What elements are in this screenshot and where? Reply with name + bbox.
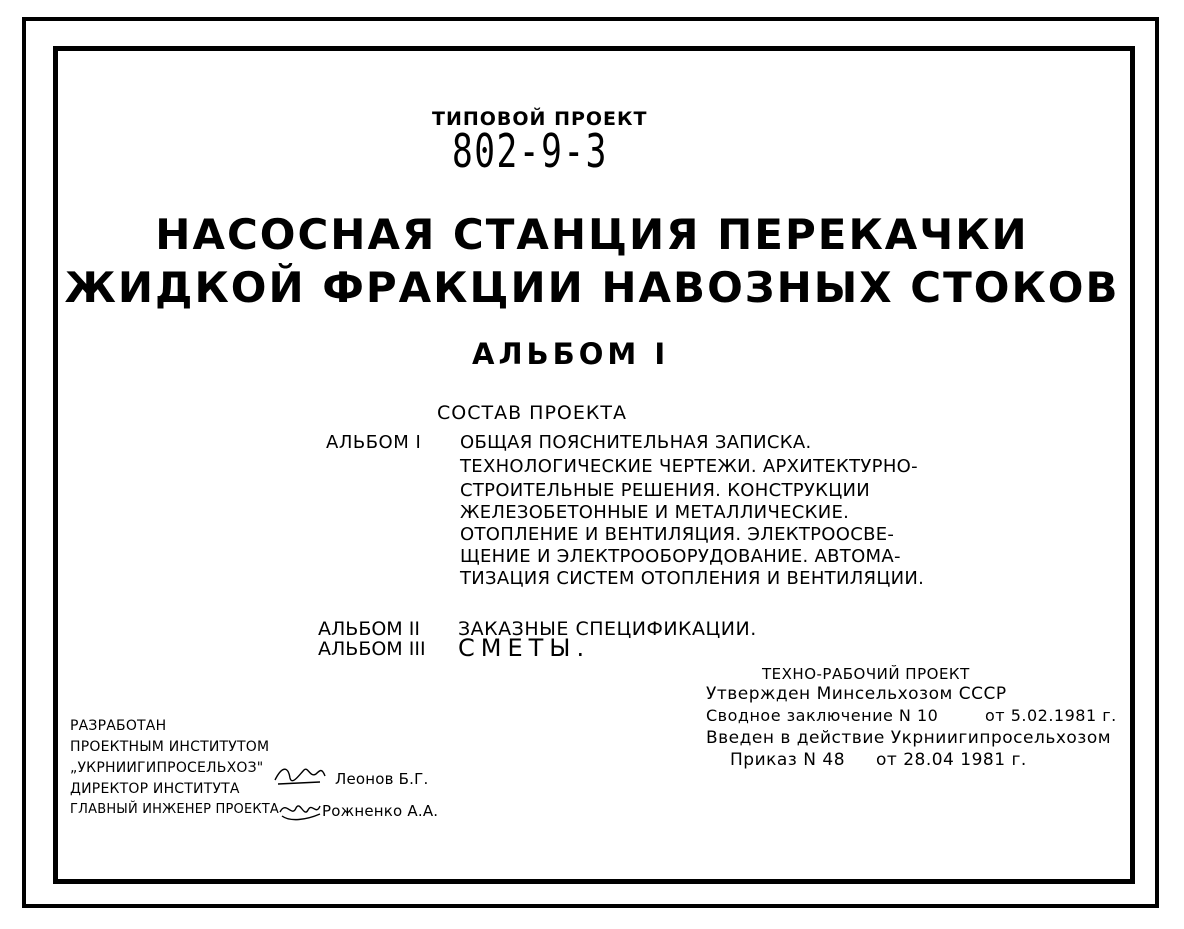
developed-by-institute-label: ПРОЕКТНЫМ ИНСТИТУТОМ: [70, 739, 270, 755]
album-1-line: ЩЕНИЕ И ЭЛЕКТРООБОРУДОВАНИЕ. АВТОМА-: [460, 546, 901, 567]
conclusion-date: от 5.02.1981 г.: [985, 706, 1117, 725]
album-2-label: АЛЬБОМ II: [318, 618, 420, 640]
album-heading: АЛЬБОМ I: [472, 337, 670, 371]
director-title: ДИРЕКТОР ИНСТИТУТА: [70, 781, 240, 797]
composition-heading: СОСТАВ ПРОЕКТА: [437, 402, 627, 424]
album-1-line: ТЕХНОЛОГИЧЕСКИЕ ЧЕРТЕЖИ. АРХИТЕКТУРНО-: [460, 456, 918, 477]
album-1-line: СТРОИТЕЛЬНЫЕ РЕШЕНИЯ. КОНСТРУКЦИИ: [460, 480, 871, 501]
title-line-1: НАСОСНАЯ СТАНЦИЯ ПЕРЕКАЧКИ: [155, 210, 1029, 259]
director-name: Леонов Б.Г.: [335, 770, 429, 788]
album-1-line: ЖЕЛЕЗОБЕТОННЫЕ И МЕТАЛЛИЧЕСКИЕ.: [460, 502, 850, 523]
enacted-by: Введен в действие Укрниигипросельхозом: [706, 728, 1112, 748]
type-label: ТИПОВОЙ ПРОЕКТ: [432, 108, 648, 130]
title-line-2: ЖИДКОЙ ФРАКЦИИ НАВОЗНЫХ СТОКОВ: [64, 263, 1120, 312]
album-1-label: АЛЬБОМ I: [326, 432, 422, 453]
chief-engineer-signature: [276, 796, 326, 822]
order-number: Приказ N 48: [730, 750, 846, 770]
conclusion: Сводное заключение N 10: [706, 706, 939, 725]
album-3-label: АЛЬБОМ III: [318, 638, 426, 660]
developed-by-label: РАЗРАБОТАН: [70, 718, 167, 734]
project-stage: ТЕХНО-РАБОЧИЙ ПРОЕКТ: [762, 665, 970, 683]
album-1-line: ОТОПЛЕНИЕ И ВЕНТИЛЯЦИЯ. ЭЛЕКТРООСВЕ-: [460, 524, 895, 545]
director-signature: [270, 760, 330, 790]
album-1-line: ОБЩАЯ ПОЯСНИТЕЛЬНАЯ ЗАПИСКА.: [460, 432, 812, 453]
institute-name: „УКРНИИГИПРОСЕЛЬХОЗ": [70, 760, 264, 776]
chief-engineer-name: Рожненко А.А.: [322, 802, 439, 820]
approved-by: Утвержден Минсельхозом СССР: [706, 684, 1007, 704]
album-1-line: ТИЗАЦИЯ СИСТЕМ ОТОПЛЕНИЯ И ВЕНТИЛЯЦИИ.: [460, 568, 925, 589]
order-date: от 28.04 1981 г.: [876, 750, 1027, 770]
chief-engineer-title: ГЛАВНЫЙ ИНЖЕНЕР ПРОЕКТА: [70, 802, 280, 817]
album-2-text: ЗАКАЗНЫЕ СПЕЦИФИКАЦИИ.: [458, 618, 757, 640]
project-number: 802-9-3: [452, 124, 608, 178]
album-3-text: СМЕТЫ.: [458, 634, 591, 662]
